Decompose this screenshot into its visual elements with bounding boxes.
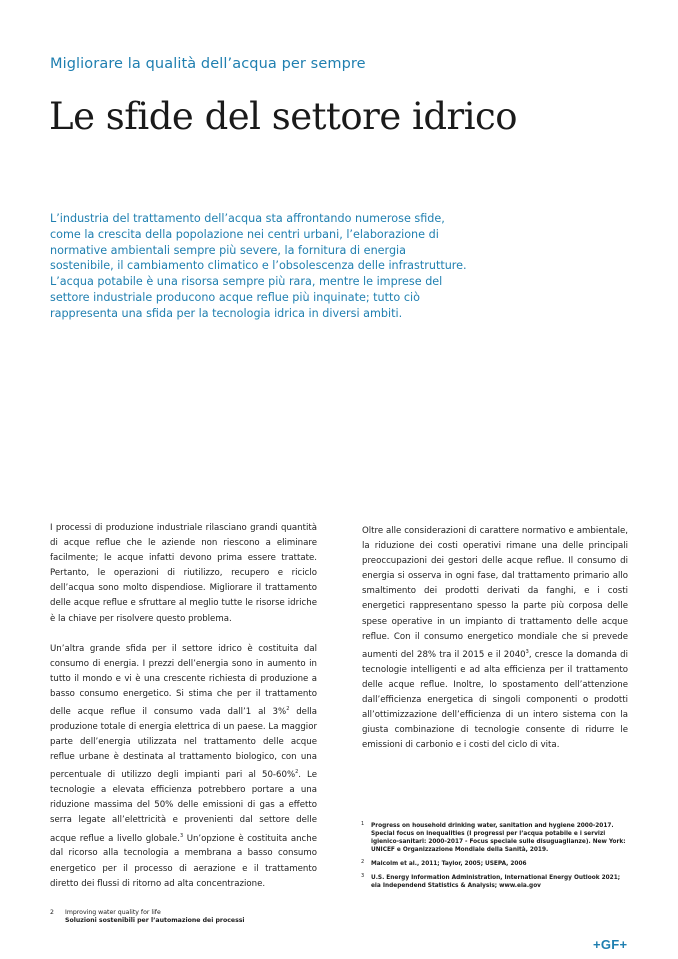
page-number: 2 [50, 909, 54, 916]
footer-text [65, 909, 245, 925]
footnote [361, 822, 631, 854]
footnote-number: 2 [361, 859, 365, 865]
footnote-text: Malcolm et al., 2011; Taylor, 2005; USEPA, 2006 [371, 861, 527, 867]
footer-line: Soluzioni sostenibili per l’automazione dei processi [65, 917, 245, 924]
footnote-text: Progress on household drinking water, sanitation and hygiene 2000-2017. Special focus on inequalities (I progressi per l’acqua potabile e i servizi igienico-sanitari: 2000-2017 - Focus speciale sulle disuguaglianze). New York: UNICEF e Organizzazione Mondiale della Sanità, 2019. [371, 823, 626, 853]
intro-paragraph: L’industria del trattamento dell’acqua sta affrontando numerose sfide, come la crescita della popolazione nei centri urbani, l’elaborazione di normative ambientali sempre più severe, la fornitura di energia sostenibile, il cambiamento climatico e l’obsolescenza delle infrastrutture. L’acqua potabile è una risorsa sempre più rara, mentre le imprese del settore industriale producono acque reflue più inquinate; tutto ciò rappresenta una sfida per la tecnologia idrica in diversi ambiti. [50, 212, 467, 320]
body-paragraph: I processi di produzione industriale rilasciano grandi quantità di acque reflue che le aziende non riescono a eliminare facilmente; le acque infatti devono prima essere trattate. Pertanto, le operazioni di riutilizzo, recupero e riciclo dell’acqua sono molto dispendiose. Migliorare il trattamento delle acque reflue e sfruttare al meglio tutte le risorse idriche è la chiave per risolvere questo problema. [50, 523, 317, 624]
section-kicker: Migliorare la qualità dell’acqua per sempre [50, 56, 366, 72]
gf-logo: +GF+ [593, 937, 628, 952]
footnote [361, 860, 631, 868]
footnote-ref: 2 [286, 706, 290, 713]
footer-line: Improving water quality for life [65, 909, 161, 916]
page-footer [50, 909, 245, 925]
body-paragraph: Oltre alle considerazioni di carattere normativo e ambientale, la riduzione dei costi operativi rimane una delle principali preoccupazioni dei gestori delle acque reflue. Il consumo di energia si osserva in ogni fase, dal trattamento primario allo smaltimento dei prodotti derivati da fanghi, e i costi energetici rappresentano spesso la parte più corposa delle spese operative in un impianto di trattamento delle acque reflue. Con il consumo energetico mondiale che si prevede aumenti del 28% tra il 2015 e il 2040$^3$, cresce la domanda di tecnologie intelligenti e ad alta efficienza per il trattamento delle acque reflue. Inoltre, lo spostamento dell’attenzione dall’efficienza energetica di singoli componenti o prodotti all’ottimizzazione dell’efficienza di un intero sistema con la giusta combinazione di tecnologie consente di ridurre le emissioni di carbonio e i costi del ciclo di vita. [362, 526, 628, 751]
body-paragraph: Un’altra grande sfida per il settore idrico è costituita dal consumo di energia. I prezzi dell’energia sono in aumento in tutto il mondo e vi è una crescente richiesta di produzione a basso consumo energetico. Si stima che per il trattamento delle acque reflue il consumo vada dall’1 al 3%$^2$ della produzione totale di energia elettrica di un paese. La maggior parte dell’energia utilizzata nel trattamento delle acque reflue urbane è destinata al trattamento biologico, con una percentuale di utilizzo degli impianti pari al 50-60%$^2$. Le tecnologie a elevata efficienza potrebbero portare a una riduzione massima del 50% delle emissioni di gas a effetto serra legate all’elettricità e provenienti dal settore delle acque reflue a livello globale.$^3$ Un’opzione è costituita anche dal ricorso alla tecnologia a membrana a basso consumo energetico per il processo di aerazione e il trattamento diretto dei flussi di ritorno ad alta concentrazione. [50, 643, 318, 889]
footnote-ref: 2 [295, 769, 299, 776]
footnotes [361, 822, 631, 896]
footnote-text: U.S. Energy Information Administration, International Energy Outlook 2021; eia Independend Statistics & Analysis; www.eia.gov [371, 875, 621, 889]
footnote-number: 3 [361, 873, 365, 879]
body-column-left [50, 521, 317, 907]
body-column-right [362, 524, 628, 768]
footnote-number: 1 [361, 821, 365, 827]
footnote [361, 874, 631, 890]
footnote-ref: 3 [179, 832, 184, 839]
footnote-ref: 3 [525, 648, 529, 655]
page-title: Le sfide del settore idrico [49, 95, 518, 138]
